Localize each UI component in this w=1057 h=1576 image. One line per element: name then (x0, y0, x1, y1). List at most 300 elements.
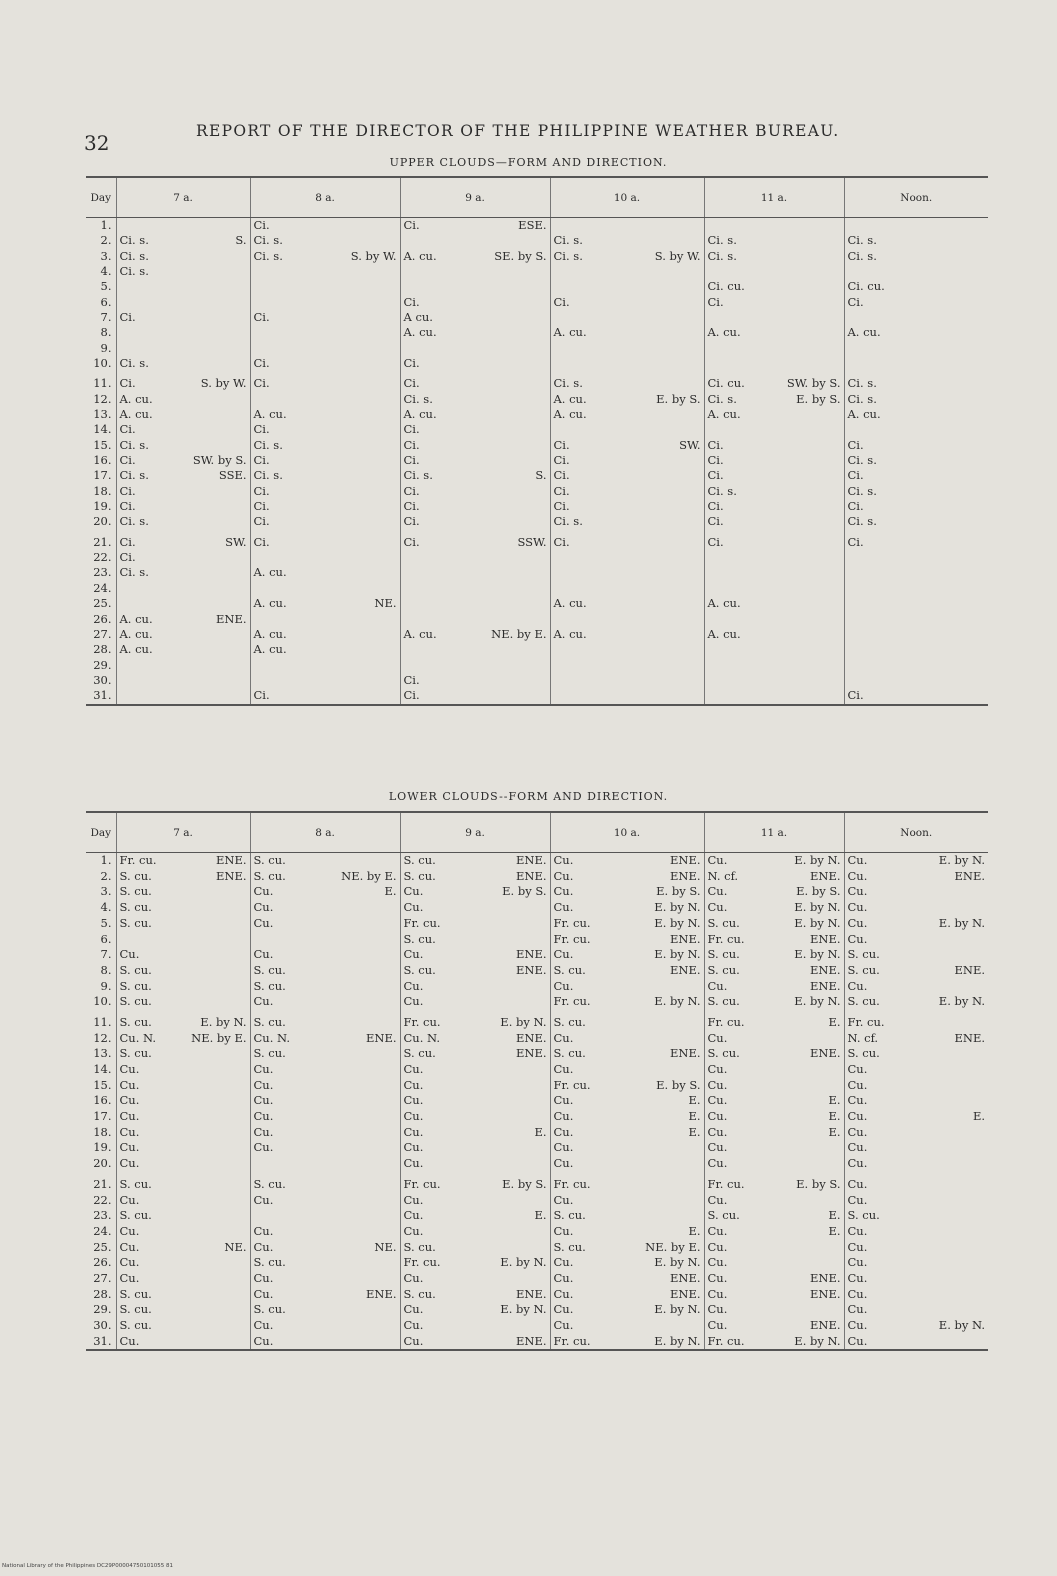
cloud-form: Ci. (119, 550, 136, 565)
observation-cell (550, 1046, 704, 1062)
cell-content (554, 455, 701, 467)
observation-cell (400, 994, 550, 1010)
observation-cell (250, 453, 400, 468)
observation-cell (250, 963, 400, 979)
cell-content (848, 409, 986, 421)
cloud-form: Cu. (553, 1140, 574, 1155)
observation-cell (250, 295, 400, 310)
cloud-form: Fr. cu. (553, 915, 591, 930)
cloud-direction: ENE. (669, 1046, 701, 1061)
cell-content (254, 516, 397, 528)
cell-content (254, 470, 397, 482)
cell-content (553, 294, 701, 309)
table-row (86, 1109, 988, 1125)
observation-cell (550, 612, 704, 627)
cloud-form: S. cu. (119, 1014, 152, 1029)
cloud-form: A cu. (403, 310, 433, 324)
cloud-direction: ENE. (669, 1270, 701, 1285)
observation-cell (250, 931, 400, 947)
observation-cell (116, 916, 250, 932)
cloud-direction: ENE. (809, 978, 841, 993)
observation-cell (400, 1287, 550, 1303)
day-cell: 30. (93, 1318, 112, 1333)
observation-cell (116, 484, 250, 499)
observation-cell (844, 1062, 988, 1078)
table-row (86, 979, 988, 995)
day-cell: 20. (93, 1156, 112, 1171)
cell-content (404, 1048, 547, 1060)
cloud-form: Cu. (553, 1156, 574, 1171)
day-cell: 4. (100, 264, 112, 278)
table-row (86, 1031, 988, 1047)
cell-content (848, 1095, 986, 1107)
cell-content (404, 312, 547, 324)
observation-cell (250, 566, 400, 581)
observation-cell (704, 1208, 844, 1224)
cell-content (848, 1320, 986, 1332)
cell-content (847, 248, 986, 263)
cell-content (403, 391, 547, 406)
cell-content (848, 1111, 986, 1123)
day-cell: 18. (93, 1124, 112, 1139)
observation-cell (550, 356, 704, 371)
table-row (86, 499, 988, 514)
observation-cell (844, 484, 988, 499)
observation-cell (704, 1255, 844, 1271)
observation-cell (116, 963, 250, 979)
observation-cell (704, 279, 844, 294)
cloud-form: Ci. cu. (707, 376, 745, 391)
day-cell: 5. (100, 279, 112, 294)
cloud-form: Cu. (403, 1208, 424, 1223)
cloud-direction: ENE. (215, 853, 247, 868)
cell-content (119, 1333, 247, 1348)
cloud-form: Ci. (707, 499, 724, 514)
day-cell: 13. (93, 1046, 112, 1061)
cell-content (848, 902, 986, 914)
cloud-form: Cu. (403, 1124, 424, 1139)
cloud-form: Cu. (553, 853, 574, 868)
cloud-direction: NE. by E. (341, 868, 397, 883)
cloud-form: S. cu. (553, 962, 586, 977)
observation-cell (116, 1334, 250, 1351)
observation-cell (704, 341, 844, 356)
cell-content (119, 1124, 247, 1139)
observation-cell (844, 356, 988, 371)
table-row (86, 438, 988, 453)
observation-cell (844, 581, 988, 596)
table-row (86, 884, 988, 900)
cloud-form: Cu. (553, 900, 574, 915)
table-row (86, 1192, 988, 1208)
observation-cell (116, 1318, 250, 1334)
cell-content (553, 868, 701, 883)
day-cell: 6. (100, 294, 112, 309)
cell-content (554, 1158, 701, 1170)
cell-content (254, 1095, 397, 1107)
cloud-form: Cu. (553, 1318, 574, 1333)
cloud-form: Cu. (253, 900, 274, 915)
cloud-form: S. cu. (253, 1046, 286, 1061)
observation-cell (550, 279, 704, 294)
cloud-direction: E. (828, 1014, 841, 1029)
cell-content (120, 902, 247, 914)
cloud-direction: E. (972, 1109, 985, 1124)
cloud-form: Cu. (847, 1192, 868, 1207)
cell-content (403, 1286, 547, 1301)
cloud-form: Cu. (847, 868, 868, 883)
observation-cell (400, 469, 550, 484)
day-cell: 4. (100, 900, 112, 915)
cell-content (403, 1270, 547, 1285)
cloud-form: A. cu. (253, 596, 287, 611)
cloud-form: S. cu. (119, 1176, 152, 1191)
observation-cell (550, 1192, 704, 1208)
cloud-direction: E. (828, 1124, 841, 1139)
observation-cell (550, 1125, 704, 1141)
cell-content (404, 1320, 547, 1332)
cloud-form: A. cu. (119, 611, 153, 626)
day-cell: 15. (93, 1077, 112, 1092)
observation-cell (400, 1093, 550, 1109)
day-cell: 28. (93, 642, 112, 657)
cell-content (404, 409, 547, 421)
cloud-form: Fr. cu. (553, 1176, 591, 1191)
day-cell: 12. (93, 1030, 112, 1045)
cell-content (848, 690, 986, 702)
cloud-direction: S. by W. (200, 376, 247, 391)
cloud-form: S. cu. (253, 1302, 286, 1317)
observation-cell (704, 581, 844, 596)
cloud-form: Ci. s. (553, 514, 583, 529)
cell-content (708, 1142, 841, 1154)
observation-cell (400, 499, 550, 514)
observation-cell (550, 673, 704, 688)
cloud-form: Ci. s. (119, 233, 149, 248)
observation-cell (704, 1046, 844, 1062)
cloud-form: Cu. (707, 884, 728, 899)
observation-cell (250, 469, 400, 484)
day-cell: 10. (93, 356, 112, 371)
cell-content (847, 1176, 986, 1191)
day-cell: 30. (93, 672, 112, 687)
cell-content (120, 1158, 247, 1170)
cell-content (404, 501, 547, 513)
table-row (86, 264, 988, 279)
observation-cell (844, 947, 988, 963)
observation-cell (116, 1125, 250, 1141)
cloud-form: Fr. cu. (119, 853, 157, 868)
cell-content (708, 949, 841, 961)
observation-cell (550, 422, 704, 437)
cell-content (553, 1286, 701, 1301)
cell-content (119, 391, 247, 406)
cell-content (554, 1257, 701, 1269)
cloud-form: Cu. (119, 1077, 140, 1092)
cloud-direction: E. (688, 1124, 701, 1139)
cloud-direction: E. by N. (938, 994, 985, 1009)
day-cell: 16. (93, 453, 112, 468)
observation-cell (400, 1208, 550, 1224)
observation-cell (116, 515, 250, 530)
observation-cell (116, 392, 250, 407)
observation-cell (844, 422, 988, 437)
cell-content (254, 312, 397, 324)
cell-content (119, 248, 247, 263)
cloud-form: Cu. (253, 1140, 274, 1155)
cloud-form: Ci. (553, 294, 570, 309)
observation-cell (250, 438, 400, 453)
cell-content (403, 483, 547, 498)
cell-content (119, 1030, 247, 1045)
observation-cell (550, 1062, 704, 1078)
cell-content (847, 391, 986, 406)
cell-content (553, 391, 701, 406)
cloud-form: Ci. (707, 437, 724, 452)
day-cell: 5. (100, 915, 112, 930)
cloud-form: Fr. cu. (707, 1333, 745, 1348)
observation-cell (116, 341, 250, 356)
cloud-form: Cu. (253, 884, 274, 899)
cloud-form: Ci. (253, 534, 270, 549)
observation-cell (844, 550, 988, 565)
day-cell: 24. (93, 1223, 112, 1238)
observation-cell (704, 1271, 844, 1287)
cell-content (404, 690, 547, 702)
observation-cell (116, 264, 250, 279)
cell-content (553, 1030, 701, 1045)
table-row (86, 1224, 988, 1240)
cloud-form: Ci. (253, 356, 270, 371)
cloud-form: Ci. (553, 499, 570, 514)
cell-content (847, 1223, 986, 1238)
cell-content (119, 1014, 247, 1029)
cloud-form: Cu. (119, 1156, 140, 1171)
cell-content (847, 437, 986, 452)
cell-content (707, 248, 841, 263)
cloud-form: Cu. (119, 1124, 140, 1139)
observation-cell (704, 596, 844, 611)
day-cell: 19. (93, 499, 112, 514)
cloud-form: S. cu. (253, 978, 286, 993)
cloud-form: Ci. (553, 534, 570, 549)
observation-cell (400, 249, 550, 264)
cloud-form: Cu. (119, 1093, 140, 1108)
cloud-direction: E. (688, 1109, 701, 1124)
cell-content (708, 455, 841, 467)
cloud-form: Cu. (403, 1093, 424, 1108)
observation-cell (116, 1255, 250, 1271)
day-cell: 7. (100, 947, 112, 962)
cloud-form: Ci. (403, 672, 420, 687)
cloud-form: Ci. (119, 376, 136, 391)
cloud-form: Ci. (707, 534, 724, 549)
table-row (86, 1125, 988, 1141)
cloud-form: Cu. (253, 1124, 274, 1139)
cell-content (119, 962, 247, 977)
cloud-direction: ENE. (365, 1286, 397, 1301)
observation-cell (704, 249, 844, 264)
table-row (86, 233, 988, 248)
cell-content (707, 978, 841, 993)
observation-cell (400, 264, 550, 279)
day-cell: 11. (93, 376, 112, 391)
table-row (86, 407, 988, 422)
cloud-form: A. cu. (253, 626, 287, 641)
cloud-direction: ENE. (365, 1030, 397, 1045)
cloud-direction: ENE. (515, 1046, 547, 1061)
library-footer: National Library of the Philippines DC29P00004750101055 81 (2, 1563, 173, 1569)
cloud-form: Cu. (847, 1176, 868, 1191)
cell-content (707, 626, 841, 641)
cell-content (848, 327, 986, 339)
observation-cell (116, 1031, 250, 1047)
cloud-direction: E. by N. (654, 947, 701, 962)
cell-content (120, 886, 247, 898)
cloud-form: S. cu. (707, 994, 740, 1009)
cell-content (253, 534, 397, 549)
cloud-form: Ci. s. (847, 233, 877, 248)
cell-content (707, 1239, 841, 1254)
table-row (86, 596, 988, 611)
observation-cell (704, 884, 844, 900)
cell-content (554, 516, 701, 528)
observation-cell (844, 994, 988, 1010)
cloud-direction: E. by S. (502, 1176, 547, 1191)
observation-cell (550, 1224, 704, 1240)
cell-content (253, 978, 397, 993)
cell-content (120, 409, 247, 421)
cloud-form: Cu. (253, 1192, 274, 1207)
cell-content (708, 1095, 841, 1107)
observation-cell (704, 535, 844, 550)
observation-cell (116, 453, 250, 468)
observation-cell (116, 249, 250, 264)
observation-cell (116, 900, 250, 916)
observation-cell (844, 566, 988, 581)
cloud-form: Ci. s. (253, 468, 283, 483)
cell-content (708, 281, 841, 293)
cloud-form: A. cu. (707, 596, 741, 611)
cloud-form: Cu. (707, 1270, 728, 1285)
column-header: 9 a. (400, 812, 550, 853)
cloud-form: Cu. (119, 1255, 140, 1270)
cell-content (707, 962, 841, 977)
cloud-form: Ci. s. (119, 565, 149, 580)
observation-cell (844, 407, 988, 422)
observation-cell (844, 1078, 988, 1094)
lower-clouds-table (86, 811, 988, 1351)
observation-cell (250, 994, 400, 1010)
cell-content (553, 931, 701, 946)
cell-content (253, 1270, 397, 1285)
observation-cell (400, 979, 550, 995)
table-row (86, 673, 988, 688)
cloud-form: S. cu. (707, 962, 740, 977)
table-row (86, 550, 988, 565)
observation-cell (550, 407, 704, 422)
cell-content (848, 1064, 986, 1076)
observation-cell (704, 1078, 844, 1094)
cloud-form: S. cu. (553, 1239, 586, 1254)
cell-content (554, 855, 701, 867)
observation-cell (550, 376, 704, 391)
cell-content (708, 501, 841, 513)
cell-content (253, 217, 397, 232)
cell-content (403, 1176, 547, 1191)
table-row (86, 688, 988, 704)
cell-content (120, 1257, 247, 1269)
table-row (86, 376, 988, 391)
cell-content (403, 978, 547, 993)
observation-cell (116, 310, 250, 325)
cloud-form: A. cu. (707, 325, 741, 340)
observation-cell (844, 1177, 988, 1193)
observation-cell (704, 1224, 844, 1240)
cell-content (554, 1210, 701, 1222)
observation-cell (844, 853, 988, 869)
table-row (86, 515, 988, 530)
cell-content (120, 949, 247, 961)
cell-content (847, 978, 986, 993)
cloud-direction: ENE. (809, 868, 841, 883)
cloud-form: Cu. (847, 1140, 868, 1155)
cloud-form: Cu. (553, 1302, 574, 1317)
cloud-form: Ci. (403, 688, 420, 703)
observation-cell (704, 1240, 844, 1256)
cloud-form: Cu. (119, 1223, 140, 1238)
cell-content (707, 915, 841, 930)
cell-content (403, 1014, 547, 1029)
observation-cell (550, 1156, 704, 1172)
day-cell: 11. (93, 1014, 112, 1029)
observation-cell (400, 1302, 550, 1318)
cell-content (554, 409, 701, 421)
cloud-form: S. cu. (707, 1208, 740, 1223)
observation-cell (250, 218, 400, 234)
cell-content (707, 534, 841, 549)
day-cell: 29. (93, 657, 112, 672)
cell-content (253, 483, 397, 498)
cell-content (253, 1077, 397, 1092)
observation-cell (704, 1125, 844, 1141)
day-cell: 3. (100, 884, 112, 899)
cloud-form: Ci. (707, 514, 724, 529)
cloud-direction: E. by S. (656, 1077, 701, 1092)
cell-content (120, 1095, 247, 1107)
cell-content (120, 501, 247, 513)
observation-cell (250, 233, 400, 248)
day-cell: 27. (93, 626, 112, 641)
cloud-form: Ci. s. (847, 391, 877, 406)
cell-content (119, 1176, 247, 1191)
cloud-form: Cu. (707, 1124, 728, 1139)
observation-cell (550, 1271, 704, 1287)
day-cell: 18. (93, 483, 112, 498)
cloud-form: Fr. cu. (403, 1014, 441, 1029)
cell-content (554, 378, 701, 390)
cloud-form: S. cu. (119, 994, 152, 1009)
observation-cell (400, 1140, 550, 1156)
header-row (86, 812, 988, 853)
cloud-form: A. cu. (403, 626, 437, 641)
observation-cell (844, 376, 988, 391)
observation-cell (250, 484, 400, 499)
cloud-form: Cu. (253, 1223, 274, 1238)
observation-cell (704, 438, 844, 453)
cell-content (120, 996, 247, 1008)
cloud-form: Ci. s. (403, 468, 433, 483)
